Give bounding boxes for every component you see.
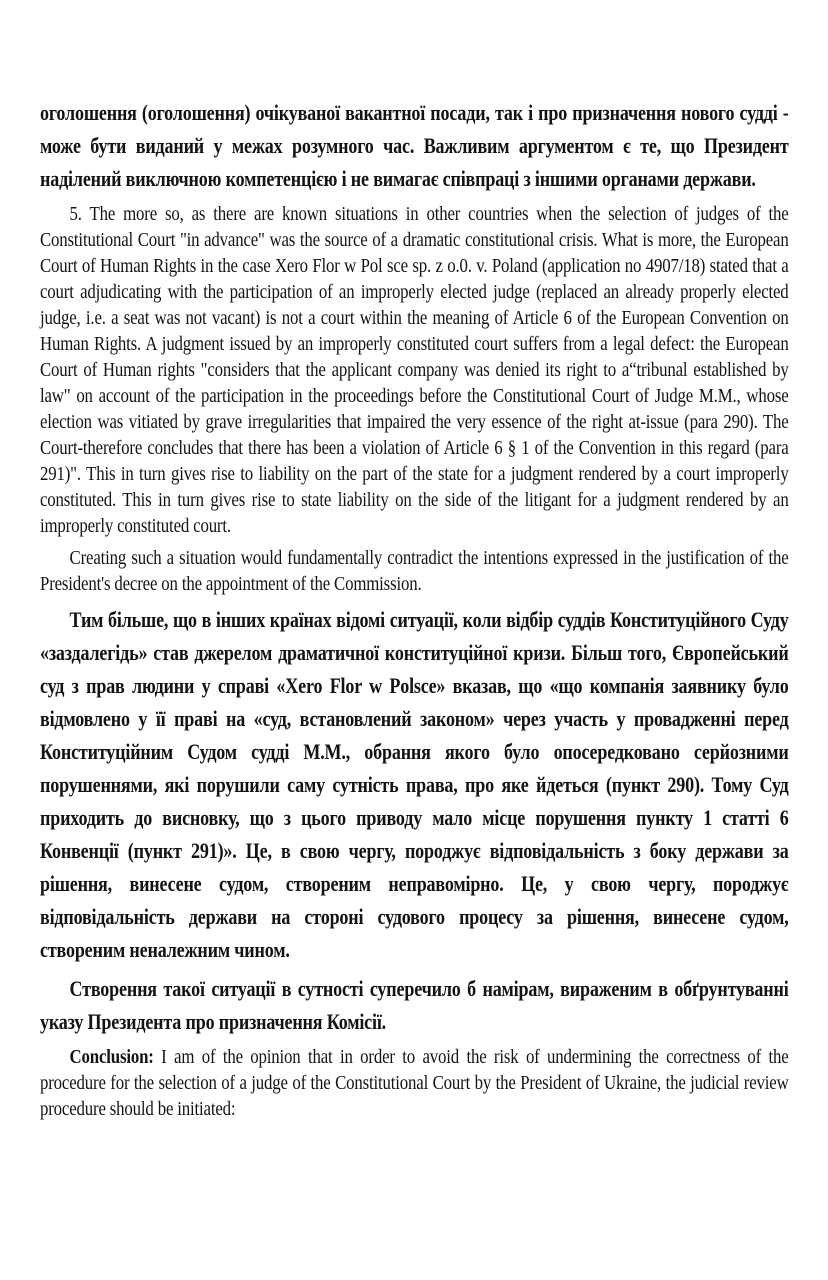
paragraph-uk-tym-bilshe: Тим більше, що в інших країнах відомі ситуації, коли відбір суддів Конституційного Суду «заздалегідь» став джерелом драматичної конституційної кризи. Більш того, Європейський суд з прав людини у справі «Xero Flor w Polsce» вказав, що «що компанія заявнику було відмовлено у її праві на «суд, встановлений законом» через участь у провадженні перед Конституційним Судом судді М.М., обрання якого було опосередковано серйозними порушеннями, які порушили саму сутність права, про яке йдеться (пункт 290). Тому Суд приходить до висновку, що з цього приводу мало місце порушення пункту 1 статті 6 Конвенції (пункт 291)». Це, в свою чергу, породжує відповідальність з боку держави за рішення, винесене судом, створеним неправомірно. Це, у свою чергу, породжує відповідальність держави на стороні судового процесу за рішення, винесене судом, створеним неналежним чином. xyxy=(40,607,789,962)
document-content xyxy=(40,96,789,1122)
paragraph-en-creating-situation: Creating such a situation would fundamentally contradict the intentions expressed in the justification of the President's decree on the appointment of the Commission. xyxy=(40,547,789,595)
conclusion-text: I am of the opinion that in order to avoid the risk of undermining the correctness of the procedure for the selection of a judge of the Constitutional Court by the President of Ukraine, the judicial review procedure should be initiated: xyxy=(40,1046,789,1120)
paragraph-conclusion xyxy=(40,1044,789,1122)
paragraph-en-point-5: 5. The more so, as there are known situations in other countries when the selection of judges of the Constitutional Court "in advance" was the source of a dramatic constitutional crisis. What is more, the European Court of Human Rights in the case Xero Flor w Pol sce sp. z o.0. v. Poland (application no 4907/18) stated that a court adjudicating with the participation of an improperly elected judge (replaced an already properly elected judge, i.e. a seat was not vacant) is not a court within the meaning of Article 6 of the European Convention on Human Rights. A judgment issued by an improperly constituted court suffers from a legal defect: the European Court of Human rights "considers that the applicant company was denied its right to a“tribunal established by law" on account of the participation in the proceedings before the Constitutional Court of Judge M.M., whose election was vitiated by grave irregularities that impaired the very essence of the right at-issue (para 290). The Court-therefore concludes that there has been a violation of Article 6 § 1 of the Convention in this regard (para 291)". This in turn gives rise to liability on the part of the state for a judgment rendered by a court improperly constituted. This in turn gives rise to state liability on the side of the litigant for a judgment rendered by an improperly constituted court. xyxy=(40,203,789,537)
paragraph-uk-stvorennia: Створення такої ситуації в сутності суперечило б намірам, вираженим в обґрунтуванні указу Президента про призначення Комісії. xyxy=(40,976,789,1034)
paragraph-uk-continuation: оголошення (оголошення) очікуваної вакантної посади, так і про призначення нового судді - може бути виданий у межах розумного час. Важливим аргументом є те, що Президент наділений виключною компетенцією і не вимагає співпраці з іншими органами держави. xyxy=(40,100,789,191)
conclusion-label: Conclusion: xyxy=(69,1046,154,1068)
